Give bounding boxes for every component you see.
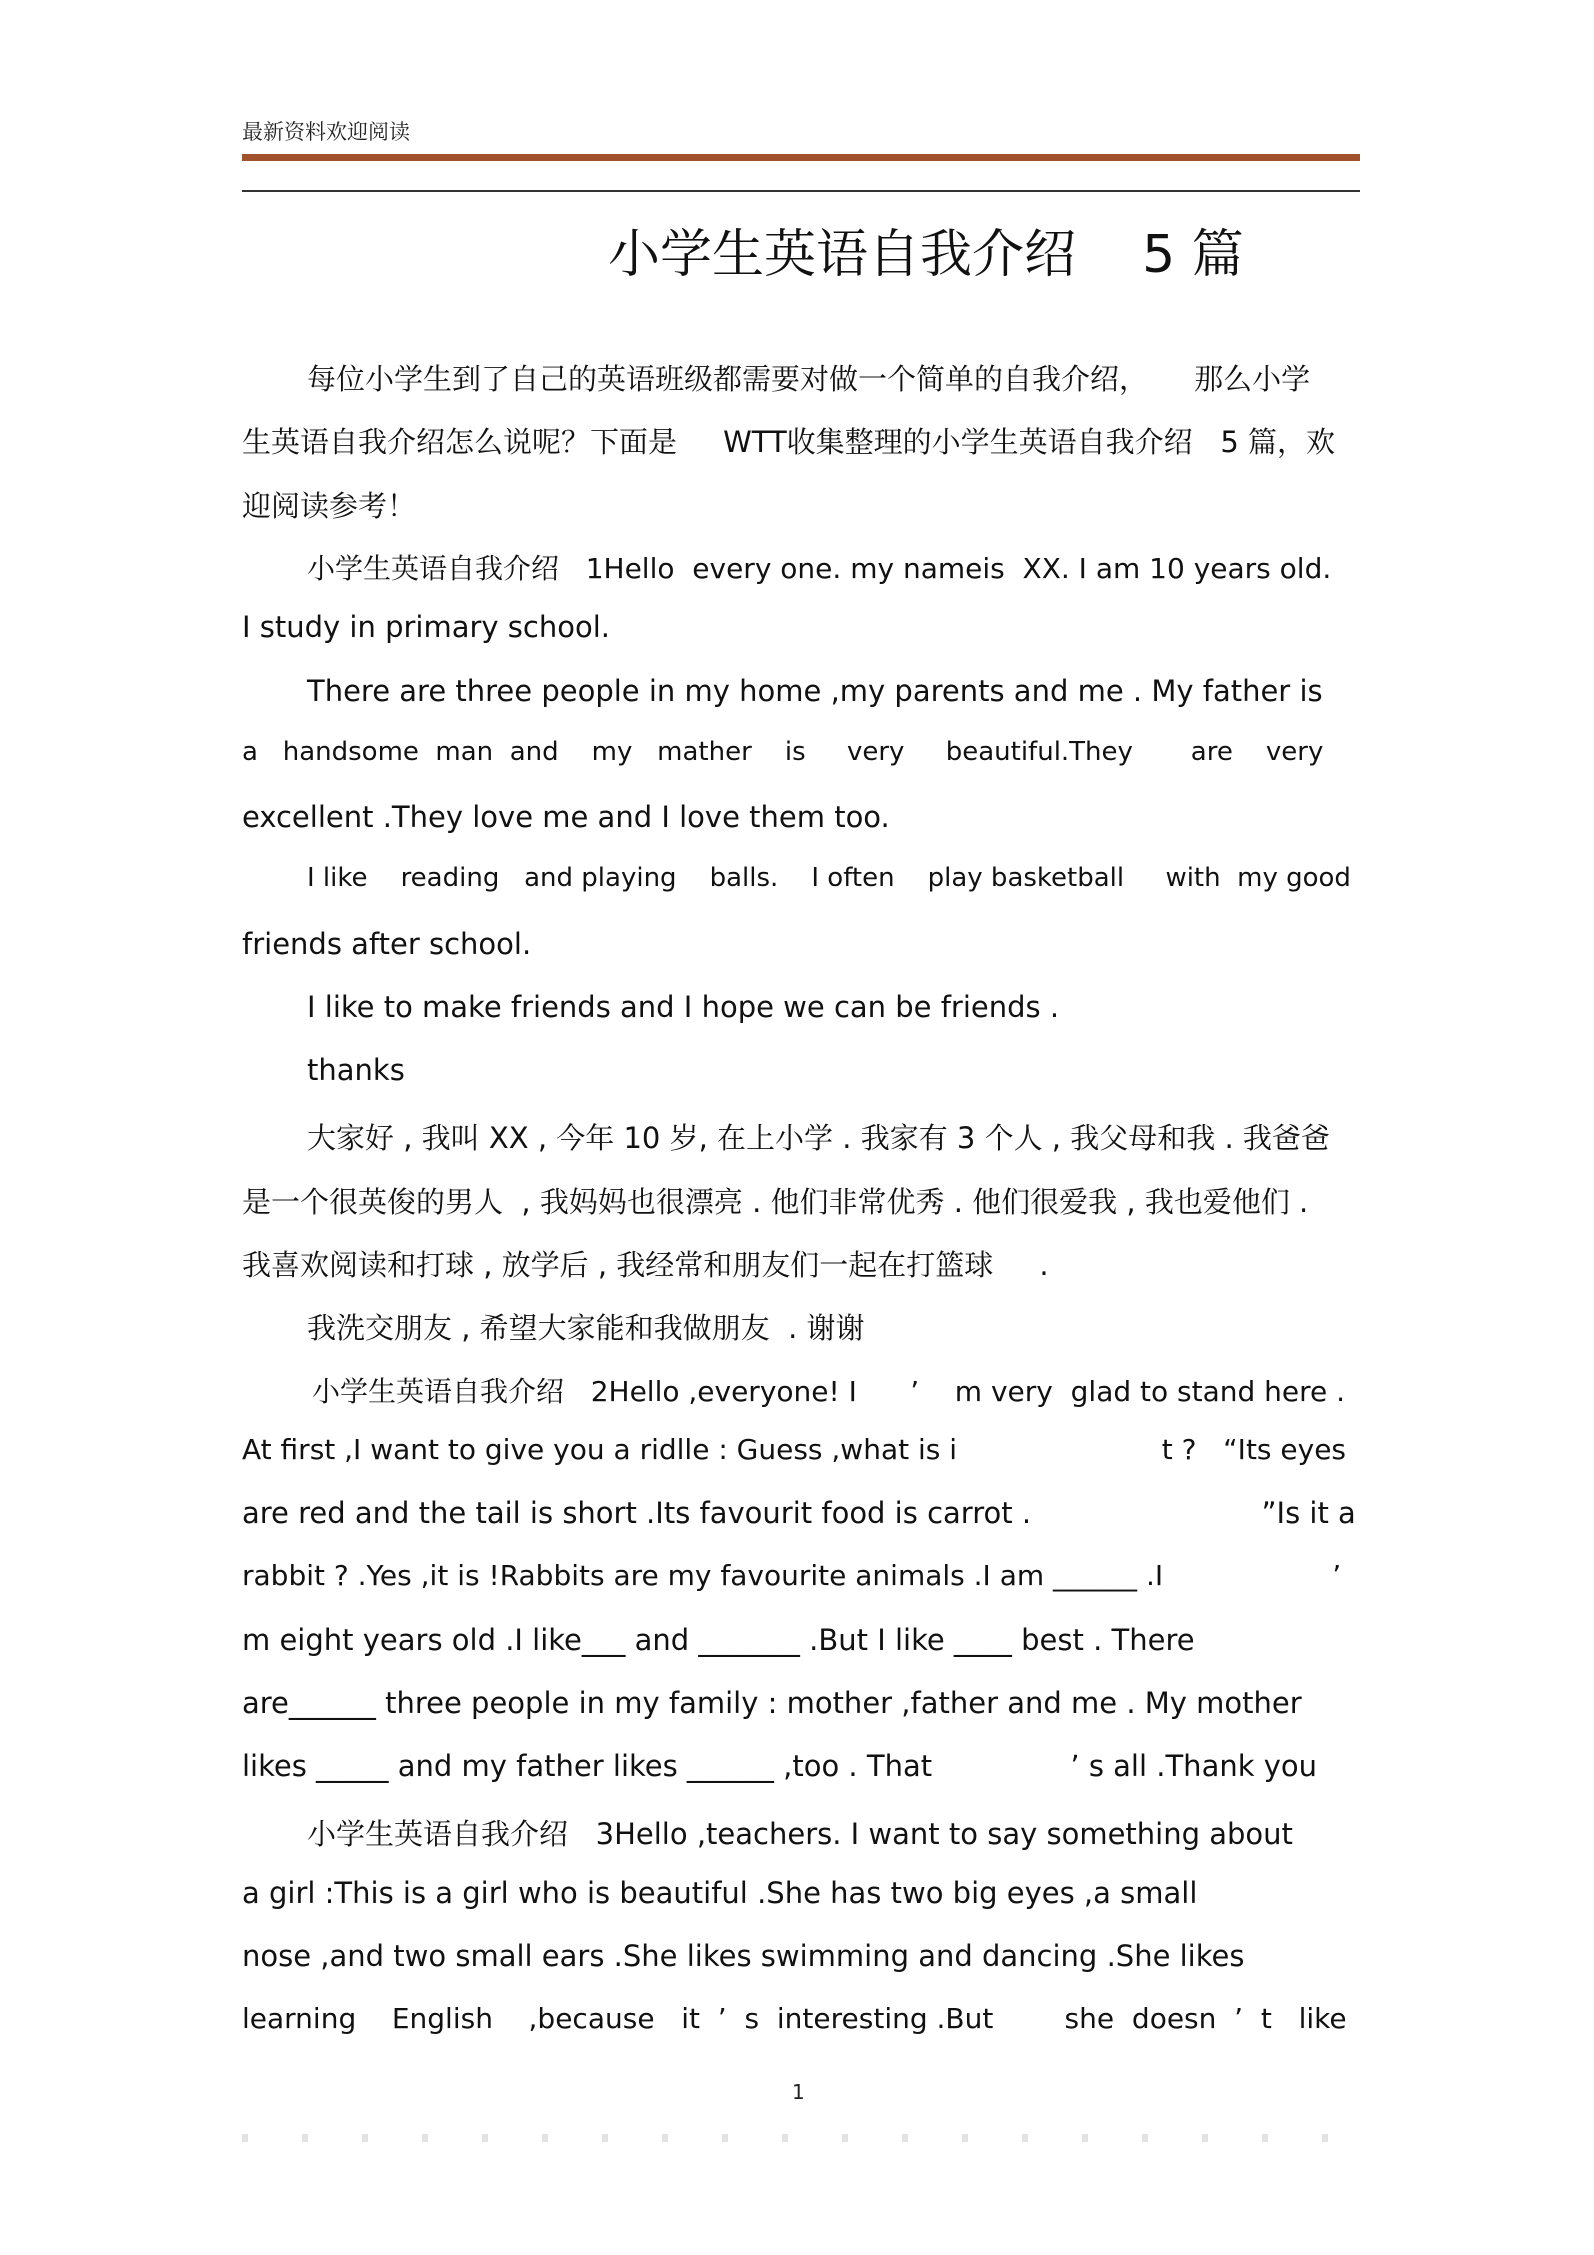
body-line: friends after school.: [242, 927, 532, 961]
body-line: 小学生英语自我介绍 3Hello ,teachers. I want to say something about: [307, 1817, 1293, 1851]
body-line: thanks: [307, 1053, 405, 1087]
body-line: learning English ,because it ’ s interesting .But she doesn ’ t like: [242, 2002, 1347, 2035]
body-line: excellent .They love me and I love them too.: [242, 800, 890, 834]
body-line: are______ three people in my family : mother ,father and me . My mother: [242, 1686, 1302, 1720]
body-line: I study in primary school.: [242, 610, 610, 644]
body-line: There are three people in my home ,my parents and me . My father is: [307, 674, 1323, 708]
body-line: I like to make friends and I hope we can be friends .: [307, 990, 1060, 1024]
body-line: 我洗交朋友 , 希望大家能和我做朋友 . 谢谢: [307, 1311, 865, 1345]
body-line: 我喜欢阅读和打球 , 放学后 , 我经常和朋友们一起在打篮球 .: [242, 1248, 1049, 1282]
header-rule-thick: [242, 154, 1360, 161]
body-line: rabbit ? .Yes ,it is !Rabbits are my favourite animals .I am ______ .I ’: [242, 1559, 1342, 1592]
body-line: 每位小学生到了自己的英语班级都需要对做一个简单的自我介绍， 那么小学: [307, 362, 1311, 396]
document-title: 小学生英语自我介绍 5 篇: [608, 225, 1244, 285]
body-line: 小学生英语自我介绍 2Hello ,everyone! I ’ m very glad to stand here .: [312, 1375, 1346, 1408]
header-rule-thin: [242, 190, 1360, 192]
body-line: 是一个很英俊的男人 , 我妈妈也很漂亮 . 他们非常优秀 . 他们很爱我 , 我也爱他们 .: [242, 1185, 1309, 1219]
body-line: 迎阅读参考！: [242, 489, 417, 523]
page-cut-line: [242, 2134, 1360, 2142]
body-line: At first ,I want to give you a ridlle : Guess ,what is i t ? “Its eyes: [242, 1433, 1347, 1466]
body-line: m eight years old .I like___ and _______ .But I like ____ best . There: [242, 1623, 1195, 1657]
body-line: nose ,and two small ears .She likes swimming and dancing .She likes: [242, 1939, 1245, 1973]
body-line: a handsome man and my mather is very beautiful.They are very: [242, 737, 1324, 767]
body-line: likes _____ and my father likes ______ ,too . That ’ s all .Thank you: [242, 1749, 1318, 1783]
body-line: 生英语自我介绍怎么说呢？下面是 WTT收集整理的小学生英语自我介绍 5 篇，欢: [242, 425, 1336, 459]
body-line: 小学生英语自我介绍 1Hello every one. my nameis XX. I am 10 years old.: [307, 552, 1332, 585]
header-text: 最新资料欢迎阅读: [242, 120, 410, 144]
body-line: 大家好 , 我叫 XX , 今年 10 岁, 在上小学 . 我家有 3 个人 , 我父母和我 . 我爸爸: [307, 1121, 1330, 1155]
body-line: I like reading and playing balls. I often play basketball with my good: [307, 863, 1351, 893]
page-number: 1: [792, 2080, 805, 2104]
body-line: a girl :This is a girl who is beautiful .She has two big eyes ,a small: [242, 1876, 1198, 1910]
body-line: are red and the tail is short .Its favourit food is carrot . ”Is it a: [242, 1496, 1356, 1530]
